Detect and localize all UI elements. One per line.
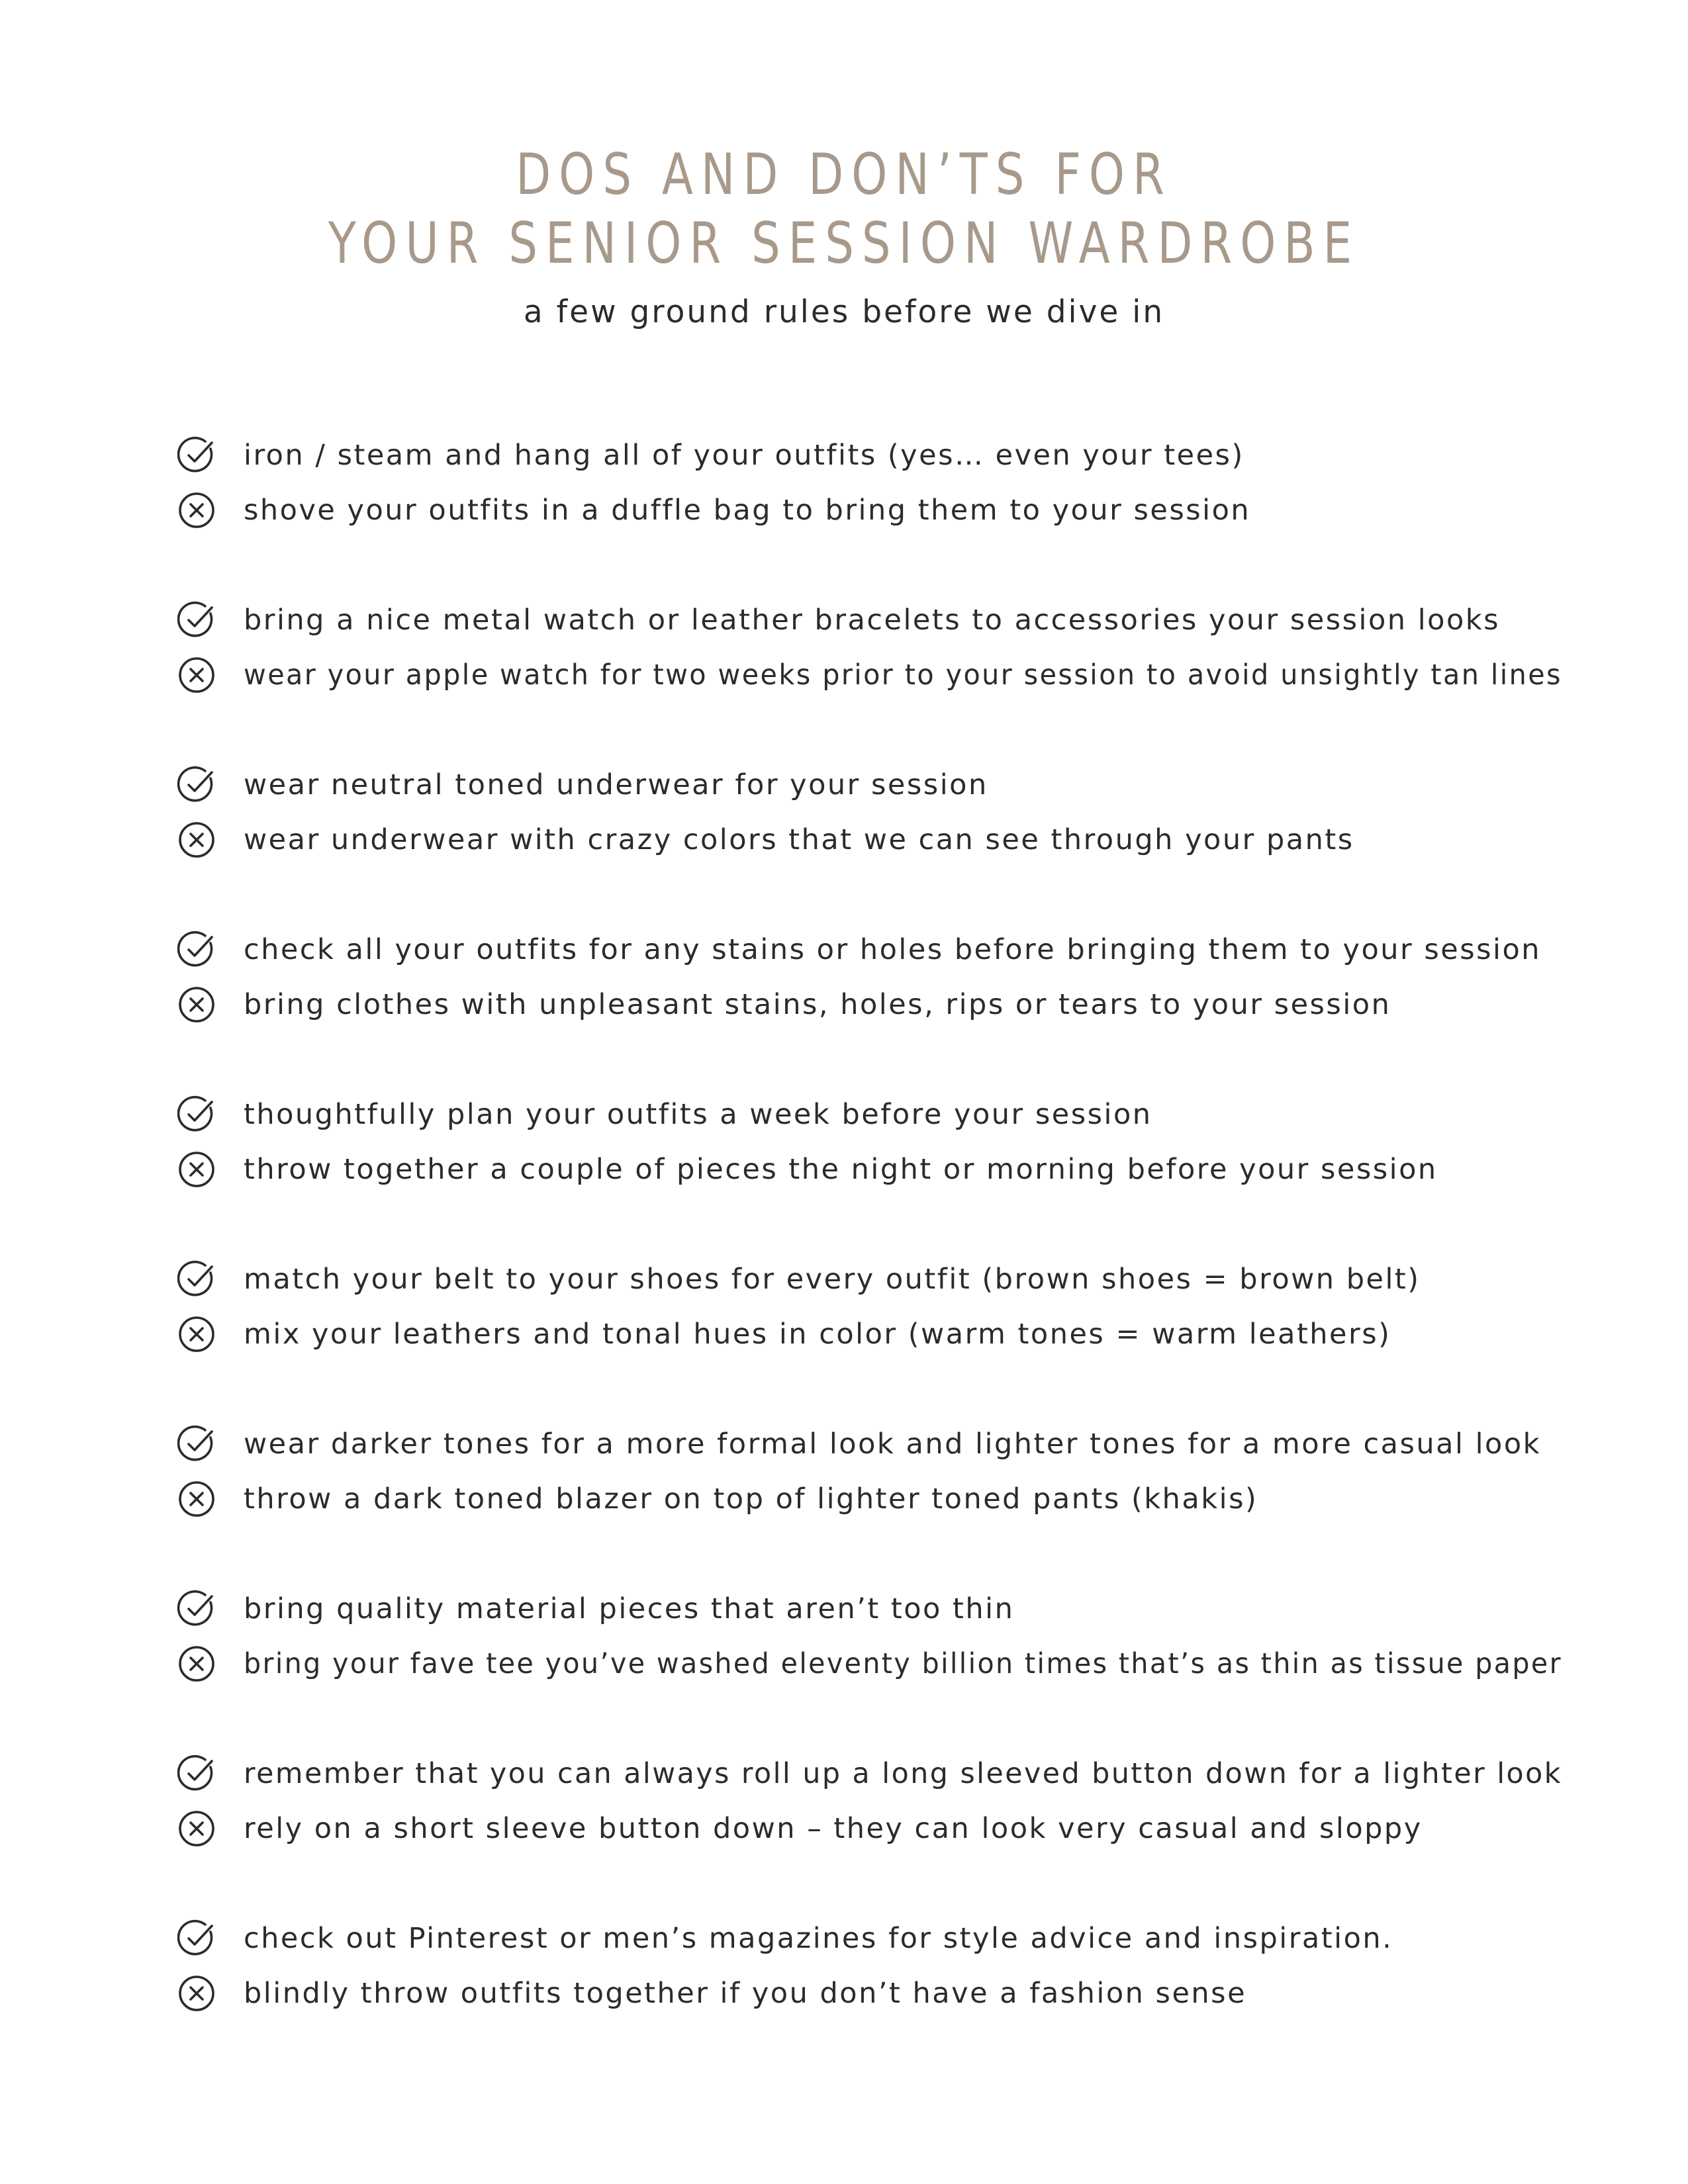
check-circle-icon: [177, 436, 216, 475]
check-circle-icon: [177, 1260, 216, 1298]
dont-rule-item: [177, 1802, 1423, 1855]
dont-rule-text: mix your leathers and tonal hues in color (warm tones = warm leathers): [244, 1318, 1391, 1351]
do-rule-text: iron / steam and hang all of your outfits (yes… even your tees): [244, 439, 1244, 472]
x-circle-icon: [177, 1315, 216, 1353]
do-rule-item: [177, 594, 1500, 647]
x-circle-icon: [177, 1645, 216, 1683]
do-rule-item: [177, 1582, 1014, 1635]
dont-rule-text: rely on a short sleeve button down – they can look very casual and sloppy: [244, 1812, 1423, 1845]
dont-rule-text: throw together a couple of pieces the night or morning before your session: [244, 1153, 1438, 1186]
do-rule-item: [177, 923, 1541, 976]
check-circle-icon: [177, 766, 216, 804]
do-rule-item: [177, 1912, 1393, 1965]
dont-rule-item: [177, 1637, 1621, 1690]
dont-rule-text: wear underwear with crazy colors that we can see through your pants: [244, 823, 1354, 856]
do-rule-text: remember that you can always roll up a long sleeved button down for a lighter look: [244, 1757, 1563, 1790]
dont-rule-item: [177, 1143, 1438, 1196]
do-rule-text: check out Pinterest or men’s magazines for style advice and inspiration.: [244, 1922, 1393, 1955]
dont-rule-item: [177, 484, 1250, 537]
x-circle-icon: [177, 1150, 216, 1189]
check-circle-icon: [177, 1095, 216, 1134]
x-circle-icon: [177, 491, 216, 529]
dont-rule-item: [177, 813, 1354, 866]
check-circle-icon: [177, 1754, 216, 1793]
check-circle-icon: [177, 1425, 216, 1463]
do-rule-text: thoughtfully plan your outfits a week before your session: [244, 1098, 1152, 1131]
dont-rule-item: [177, 1967, 1246, 2020]
do-rule-item: [177, 1088, 1152, 1141]
page-title-line-2: YOUR SENIOR SESSION WARDROBE: [328, 210, 1360, 277]
do-rule-text: bring quality material pieces that aren’t too thin: [244, 1592, 1015, 1625]
do-rule-text: wear darker tones for a more formal look and lighter tones for a more casual look: [244, 1428, 1542, 1461]
dont-rule-item: [177, 649, 1615, 702]
dont-rule-item: [177, 1473, 1258, 1525]
dont-rule-text: bring clothes with unpleasant stains, holes, rips or tears to your session: [244, 988, 1391, 1021]
dont-rule-item: [177, 978, 1391, 1031]
dont-rule-text: blindly throw outfits together if you don’t have a fashion sense: [244, 1977, 1247, 2010]
check-circle-icon: [177, 601, 216, 639]
page-subtitle: a few ground rules before we dive in: [523, 294, 1165, 330]
dont-rule-text: shove your outfits in a duffle bag to bring them to your session: [244, 494, 1251, 527]
x-circle-icon: [177, 985, 216, 1024]
do-rule-text: bring a nice metal watch or leather bracelets to accessories your session looks: [244, 604, 1501, 637]
page-title-line-1: DOS AND DON’TS FOR: [516, 142, 1172, 208]
dont-rule-text: bring your fave tee you’ve washed eleventy billion times that’s as thin as tissue paper: [244, 1647, 1562, 1680]
do-rule-text: wear neutral toned underwear for your session: [244, 768, 988, 801]
dont-rule-text: wear your apple watch for two weeks prior to your session to avoid unsightly tan lines: [244, 659, 1562, 692]
do-rule-item: [177, 1253, 1421, 1306]
do-rule-item: [177, 1418, 1541, 1471]
check-circle-icon: [177, 931, 216, 969]
x-circle-icon: [177, 821, 216, 859]
do-rule-item: [177, 429, 1244, 482]
x-circle-icon: [177, 1480, 216, 1518]
do-rule-text: check all your outfits for any stains or holes before bringing them to your session: [244, 933, 1542, 966]
do-rule-item: [177, 1747, 1571, 1800]
x-circle-icon: [177, 1809, 216, 1848]
do-rule-item: [177, 758, 988, 811]
dont-rule-text: throw a dark toned blazer on top of lighter toned pants (khakis): [244, 1482, 1258, 1516]
dont-rule-item: [177, 1308, 1391, 1361]
check-circle-icon: [177, 1590, 216, 1628]
x-circle-icon: [177, 656, 216, 694]
check-circle-icon: [177, 1919, 216, 1958]
x-circle-icon: [177, 1974, 216, 2013]
do-rule-text: match your belt to your shoes for every outfit (brown shoes = brown belt): [244, 1263, 1421, 1296]
